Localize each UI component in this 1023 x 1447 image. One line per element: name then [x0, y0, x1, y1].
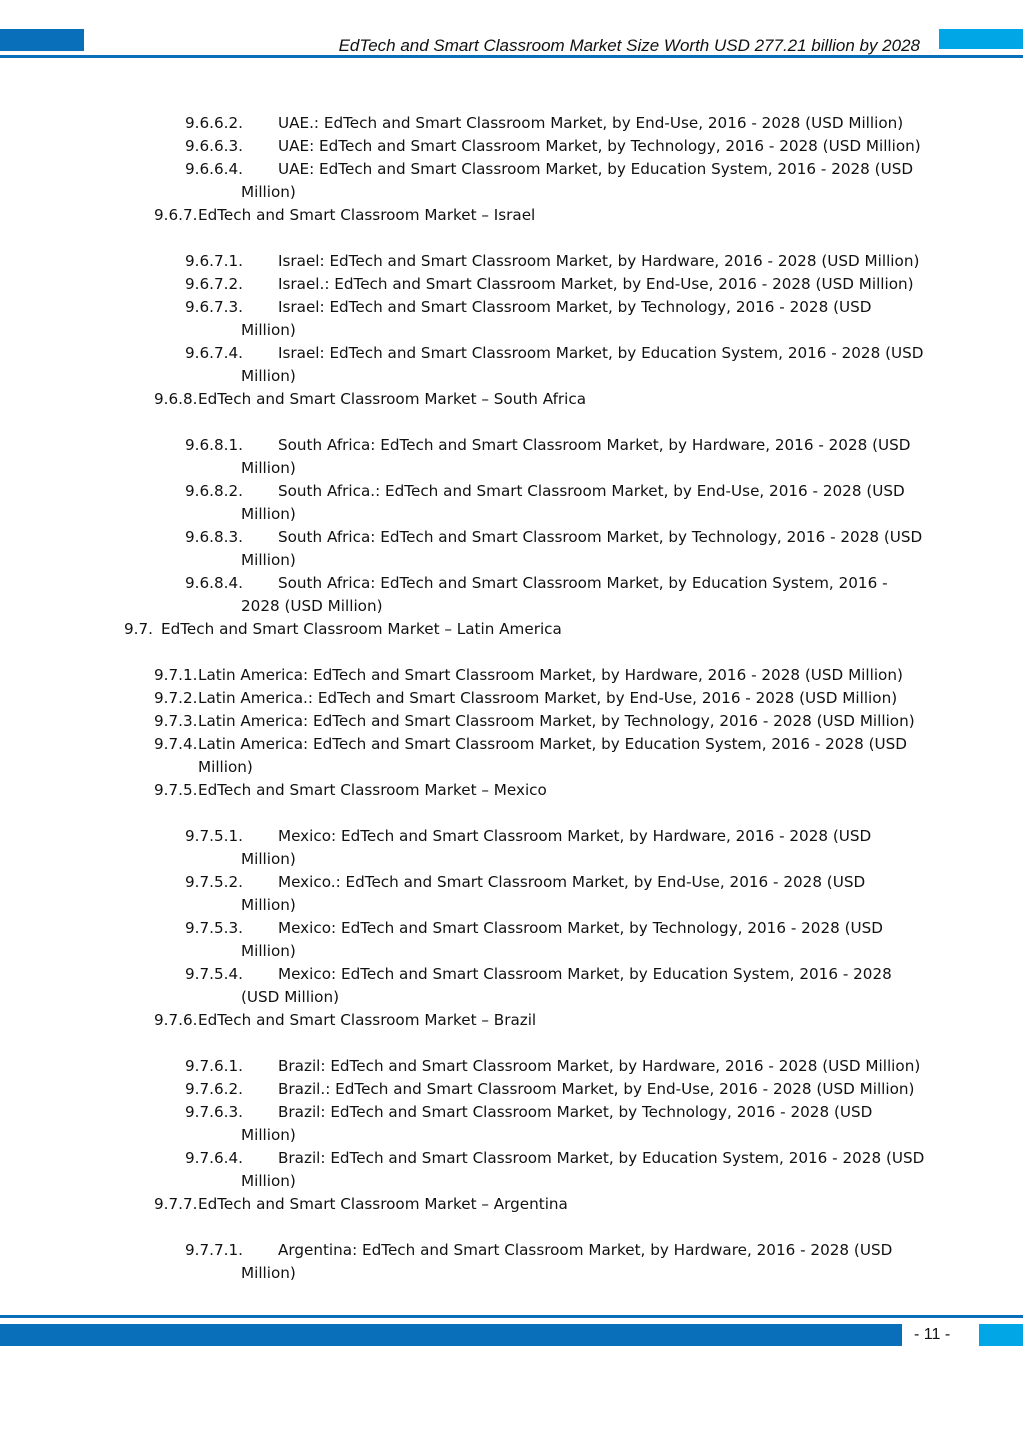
toc-entry-title: UAE: EdTech and Smart Classroom Market, by Education System, 2016 - 2028 (USD [278, 160, 914, 178]
toc-spacer [0, 1216, 1023, 1239]
header-accent-left [0, 29, 84, 51]
toc-entry-title: Mexico: EdTech and Smart Classroom Market, by Technology, 2016 - 2028 (USD [278, 919, 883, 937]
toc-entry-title: UAE: EdTech and Smart Classroom Market, by Technology, 2016 - 2028 (USD Million) [278, 137, 921, 155]
toc-entry-title: South Africa: EdTech and Smart Classroom Market, by Hardware, 2016 - 2028 (USD [278, 436, 911, 454]
toc-entry [0, 296, 1023, 319]
toc-entry [0, 825, 1023, 848]
toc-entry-continuation [0, 595, 1023, 618]
page-number: - 11 - [914, 1326, 951, 1343]
toc-entry [0, 779, 1023, 802]
toc-entry-title: Latin America: EdTech and Smart Classroom Market, by Education System, 2016 - 2028 (USD [198, 735, 907, 753]
toc-entry [0, 480, 1023, 503]
toc-entry-title-continued: Million) [241, 942, 296, 960]
toc-entry-number: 9.7.5. [154, 781, 198, 799]
toc-entry [0, 618, 1023, 641]
toc-entry-number: 9.6.7.4. [185, 344, 243, 362]
toc-entry-number: 9.7.5.4. [185, 965, 243, 983]
toc-entry-title-continued: Million) [241, 183, 296, 201]
toc-entry-number: 9.7.6.3. [185, 1103, 243, 1121]
toc-entry [0, 664, 1023, 687]
toc-entry-number: 9.6.8.3. [185, 528, 243, 546]
toc-entry-continuation [0, 549, 1023, 572]
toc-entry-number: 9.7.4. [154, 735, 198, 753]
toc-entry-title-continued: Million) [241, 896, 296, 914]
toc-entry-number: 9.6.7. [154, 206, 198, 224]
toc-entry-number: 9.7.5.1. [185, 827, 243, 845]
toc-entry [0, 1193, 1023, 1216]
toc-entry-continuation [0, 319, 1023, 342]
toc-entry [0, 1078, 1023, 1101]
toc-entry-title: Mexico: EdTech and Smart Classroom Market, by Hardware, 2016 - 2028 (USD [278, 827, 872, 845]
toc-entry-continuation [0, 848, 1023, 871]
toc-entry [0, 1055, 1023, 1078]
toc-spacer [0, 641, 1023, 664]
toc-entry-title-continued: Million) [241, 459, 296, 477]
toc-entry [0, 273, 1023, 296]
toc-entry-title-continued: Million) [241, 1172, 296, 1190]
toc-entry-number: 9.6.8. [154, 390, 198, 408]
toc-entry [0, 710, 1023, 733]
toc-entry-number: 9.7.5.2. [185, 873, 243, 891]
toc-entry [0, 871, 1023, 894]
toc-entry-number: 9.6.7.3. [185, 298, 243, 316]
toc-entry-number: 9.6.7.1. [185, 252, 243, 270]
footer-rule [0, 1315, 1023, 1318]
toc-entry-title-continued: Million) [241, 1264, 296, 1282]
toc-entry-continuation [0, 365, 1023, 388]
toc-entry [0, 112, 1023, 135]
header-title: EdTech and Smart Classroom Market Size Worth USD 277.21 billion by 2028 [338, 36, 920, 55]
toc-entry-title: South Africa: EdTech and Smart Classroom Market, by Technology, 2016 - 2028 (USD [278, 528, 923, 546]
toc-entry-title: South Africa.: EdTech and Smart Classroom Market, by End-Use, 2016 - 2028 (USD [278, 482, 905, 500]
toc-entry-number: 9.7.6.1. [185, 1057, 243, 1075]
toc-entry [0, 687, 1023, 710]
toc-entry-title: South Africa: EdTech and Smart Classroom Market, by Education System, 2016 - [278, 574, 888, 592]
toc-entry [0, 1009, 1023, 1032]
toc-entry-title: Latin America: EdTech and Smart Classroom Market, by Technology, 2016 - 2028 (USD Million) [198, 712, 915, 730]
toc-entry-continuation [0, 457, 1023, 480]
toc-entry-continuation [0, 181, 1023, 204]
toc-entry [0, 434, 1023, 457]
toc-spacer [0, 802, 1023, 825]
toc-entry-title-continued: Million) [241, 505, 296, 523]
toc-entry-number: 9.7.7.1. [185, 1241, 243, 1259]
toc-entry-number: 9.7.3. [154, 712, 198, 730]
toc-entry-number: 9.6.8.4. [185, 574, 243, 592]
toc-entry-number: 9.7. [124, 620, 153, 638]
toc-entry [0, 388, 1023, 411]
toc-entry-number: 9.7.6. [154, 1011, 198, 1029]
toc-entry-number: 9.7.5.3. [185, 919, 243, 937]
toc-entry [0, 917, 1023, 940]
toc-entry-continuation [0, 894, 1023, 917]
table-of-contents [0, 112, 1023, 1285]
toc-entry-title: EdTech and Smart Classroom Market – Brazil [198, 1011, 537, 1029]
toc-entry [0, 342, 1023, 365]
toc-entry [0, 158, 1023, 181]
toc-entry [0, 572, 1023, 595]
toc-spacer [0, 227, 1023, 250]
toc-entry-title: Brazil: EdTech and Smart Classroom Market, by Hardware, 2016 - 2028 (USD Million) [278, 1057, 921, 1075]
toc-entry [0, 1239, 1023, 1262]
toc-entry [0, 250, 1023, 273]
toc-entry-continuation [0, 1124, 1023, 1147]
toc-entry-title-continued: Million) [241, 367, 296, 385]
toc-entry-number: 9.7.6.4. [185, 1149, 243, 1167]
toc-entry-title: EdTech and Smart Classroom Market – Mexico [198, 781, 547, 799]
toc-entry-title: EdTech and Smart Classroom Market – Argentina [198, 1195, 568, 1213]
toc-entry [0, 1147, 1023, 1170]
toc-entry-number: 9.6.6.3. [185, 137, 243, 155]
toc-entry-title: Argentina: EdTech and Smart Classroom Market, by Hardware, 2016 - 2028 (USD [278, 1241, 893, 1259]
toc-entry-title: Israel: EdTech and Smart Classroom Market, by Technology, 2016 - 2028 (USD [278, 298, 872, 316]
toc-entry-continuation [0, 503, 1023, 526]
toc-entry [0, 963, 1023, 986]
toc-entry [0, 135, 1023, 158]
toc-entry-title-continued: Million) [198, 758, 253, 776]
toc-entry-title: Mexico: EdTech and Smart Classroom Market, by Education System, 2016 - 2028 [278, 965, 892, 983]
toc-entry-title: Brazil: EdTech and Smart Classroom Market, by Education System, 2016 - 2028 (USD [278, 1149, 925, 1167]
toc-entry-title: UAE.: EdTech and Smart Classroom Market, by End-Use, 2016 - 2028 (USD Million) [278, 114, 904, 132]
toc-entry-title: Israel: EdTech and Smart Classroom Market, by Education System, 2016 - 2028 (USD [278, 344, 924, 362]
toc-entry [0, 204, 1023, 227]
toc-entry-number: 9.7.2. [154, 689, 198, 707]
toc-entry-title: Brazil.: EdTech and Smart Classroom Market, by End-Use, 2016 - 2028 (USD Million) [278, 1080, 915, 1098]
toc-entry-number: 9.7.1. [154, 666, 198, 684]
toc-entry-title: EdTech and Smart Classroom Market – Israel [198, 206, 536, 224]
toc-entry-number: 9.7.7. [154, 1195, 198, 1213]
footer-accent-right [979, 1324, 1023, 1346]
toc-entry-title-continued: Million) [241, 321, 296, 339]
toc-spacer [0, 411, 1023, 434]
toc-entry-title: Israel.: EdTech and Smart Classroom Market, by End-Use, 2016 - 2028 (USD Million) [278, 275, 914, 293]
toc-entry-title: Brazil: EdTech and Smart Classroom Market, by Technology, 2016 - 2028 (USD [278, 1103, 873, 1121]
header-rule [0, 55, 1023, 58]
toc-entry-title: EdTech and Smart Classroom Market – South Africa [198, 390, 587, 408]
toc-entry-title: Latin America: EdTech and Smart Classroom Market, by Hardware, 2016 - 2028 (USD Million) [198, 666, 903, 684]
toc-entry-continuation [0, 940, 1023, 963]
toc-entry-continuation [0, 756, 1023, 779]
toc-entry-title-continued: 2028 (USD Million) [241, 597, 383, 615]
toc-entry-number: 9.6.6.2. [185, 114, 243, 132]
toc-entry-number: 9.6.8.1. [185, 436, 243, 454]
toc-entry-number: 9.6.8.2. [185, 482, 243, 500]
toc-entry-title: EdTech and Smart Classroom Market – Latin America [161, 620, 562, 638]
header-accent-right [939, 29, 1023, 49]
toc-entry-title-continued: Million) [241, 850, 296, 868]
toc-entry-number: 9.7.6.2. [185, 1080, 243, 1098]
toc-entry-title-continued: (USD Million) [241, 988, 340, 1006]
toc-entry-title: Mexico.: EdTech and Smart Classroom Market, by End-Use, 2016 - 2028 (USD [278, 873, 866, 891]
toc-entry-continuation [0, 986, 1023, 1009]
toc-entry [0, 733, 1023, 756]
toc-entry-continuation [0, 1262, 1023, 1285]
toc-entry-continuation [0, 1170, 1023, 1193]
footer-bar [0, 1324, 902, 1346]
toc-spacer [0, 1032, 1023, 1055]
toc-entry-title-continued: Million) [241, 551, 296, 569]
toc-entry-title: Latin America.: EdTech and Smart Classroom Market, by End-Use, 2016 - 2028 (USD Million) [198, 689, 898, 707]
toc-entry-number: 9.6.7.2. [185, 275, 243, 293]
toc-entry-title: Israel: EdTech and Smart Classroom Market, by Hardware, 2016 - 2028 (USD Million) [278, 252, 920, 270]
toc-entry-title-continued: Million) [241, 1126, 296, 1144]
toc-entry [0, 526, 1023, 549]
toc-entry-number: 9.6.6.4. [185, 160, 243, 178]
toc-entry [0, 1101, 1023, 1124]
